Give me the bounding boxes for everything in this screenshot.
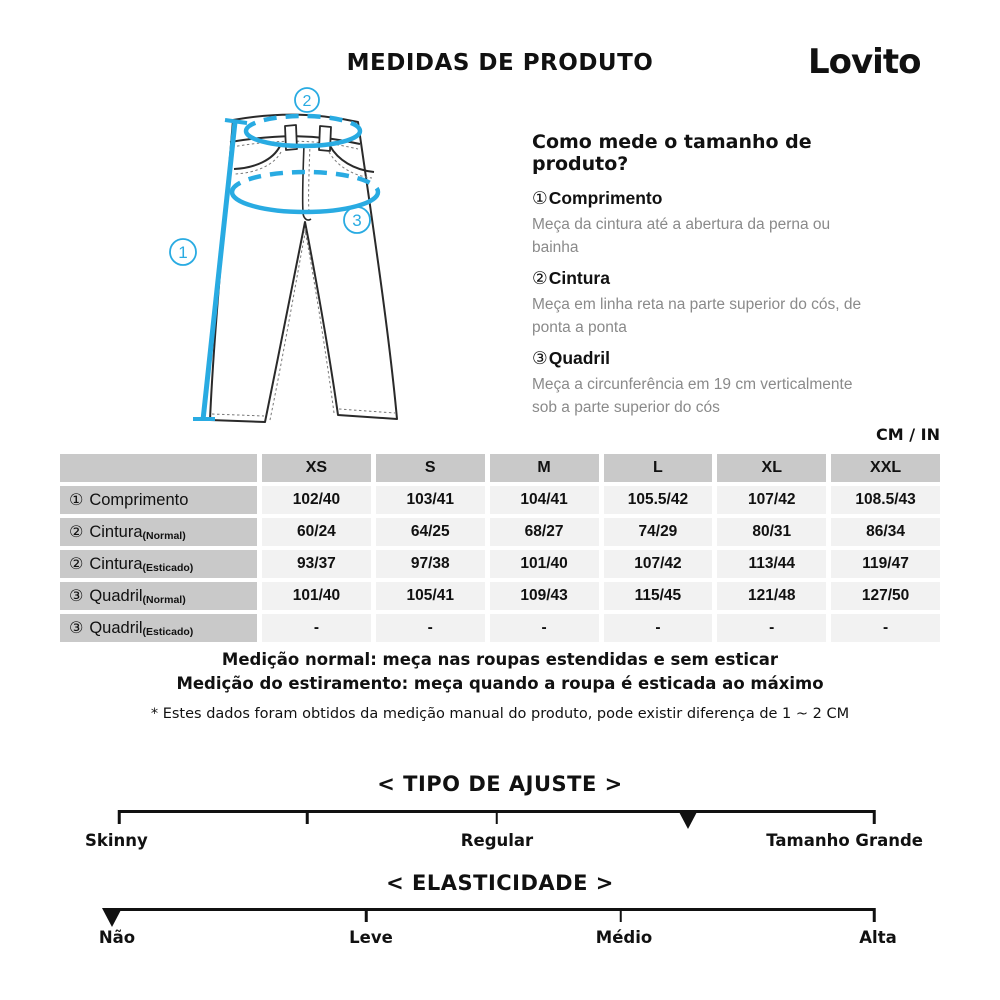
row-num: ③ — [69, 620, 84, 637]
stretch-marker — [102, 908, 122, 927]
row-sub: (Normal) — [142, 594, 186, 606]
note-stretch-measure: Medição do estiramento: meça quando a roupa é esticada ao máximo — [176, 674, 824, 693]
table-cell: 74/29 — [604, 518, 713, 546]
page-title: MEDIDAS DE PRODUTO — [346, 50, 654, 76]
table-corner-cell — [60, 454, 257, 482]
table-cell: - — [604, 614, 713, 642]
table-cell: 101/40 — [490, 550, 599, 578]
fit-tick-25 — [306, 810, 309, 824]
row-title: Quadril — [89, 618, 143, 637]
table-cell: - — [490, 614, 599, 642]
table-cell: 109/43 — [490, 582, 599, 610]
row-title: Cintura — [89, 522, 143, 541]
table-cell: 107/42 — [604, 550, 713, 578]
size-header-xl: XL — [717, 454, 826, 482]
row-title: Cintura — [89, 554, 143, 573]
pants-diagram — [148, 86, 503, 438]
howto-section — [532, 131, 878, 419]
howto-heading: Como mede o tamanho de produto? — [532, 131, 812, 175]
table-cell: - — [262, 614, 371, 642]
fit-tick-0 — [118, 810, 121, 824]
waist-num: ② — [532, 268, 548, 288]
size-header-xxl: XXL — [831, 454, 940, 482]
stretch-label-leve: Leve — [349, 928, 393, 947]
size-header-s: S — [376, 454, 485, 482]
fit-label-regular: Regular — [460, 831, 534, 850]
row-sub: (Esticado) — [142, 562, 194, 574]
table-cell: 97/38 — [376, 550, 485, 578]
table-cell: 113/44 — [717, 550, 826, 578]
table-cell: - — [376, 614, 485, 642]
fit-scale-title: < TIPO DE AJUSTE > — [377, 772, 623, 796]
row-title: Comprimento — [89, 490, 189, 509]
table-cell: 127/50 — [831, 582, 940, 610]
row-label-cintura-normal — [60, 518, 257, 546]
row-num: ② — [69, 556, 84, 573]
brand-logo: Lovito — [808, 42, 921, 82]
row-label-quadril-esticado — [60, 614, 257, 642]
stretch-label-nao: Não — [98, 928, 136, 947]
fit-marker — [678, 810, 698, 829]
stretch-scale-title: < ELASTICIDADE > — [386, 871, 614, 895]
stretch-scale-line — [112, 908, 875, 911]
units-label: CM / IN — [876, 425, 940, 444]
table-cell: 64/25 — [376, 518, 485, 546]
row-num: ② — [69, 524, 84, 541]
stretch-tick-33 — [365, 908, 368, 922]
row-num: ① — [69, 492, 84, 509]
table-cell: 68/27 — [490, 518, 599, 546]
table-cell: 105.5/42 — [604, 486, 713, 514]
table-cell: 107/42 — [717, 486, 826, 514]
fit-scale-track — [118, 810, 875, 832]
row-label-comprimento — [60, 486, 257, 514]
size-header-m: M — [490, 454, 599, 482]
hip-desc: Meça a circunferência em 19 cm verticalmente sob a parte superior do cós — [532, 376, 853, 416]
howto-item-hip — [532, 348, 878, 369]
hip-badge-num: 3 — [352, 211, 362, 230]
table-cell: 119/47 — [831, 550, 940, 578]
row-sub: (Esticado) — [142, 626, 194, 638]
table-cell: - — [717, 614, 826, 642]
stretch-tick-67 — [619, 908, 622, 922]
table-cell: 104/41 — [490, 486, 599, 514]
note-normal-measure: Medição normal: meça nas roupas estendidas e sem esticar — [221, 650, 779, 669]
table-cell: 115/45 — [604, 582, 713, 610]
row-title: Quadril — [89, 586, 143, 605]
table-cell: 121/48 — [717, 582, 826, 610]
fit-label-skinny: Skinny — [85, 831, 148, 850]
table-cell: 102/40 — [262, 486, 371, 514]
table-cell: 60/24 — [262, 518, 371, 546]
table-cell: 108.5/43 — [831, 486, 940, 514]
table-cell: 101/40 — [262, 582, 371, 610]
table-cell: 105/41 — [376, 582, 485, 610]
fit-label-tamanho-grande: Tamanho Grande — [766, 831, 923, 850]
stretch-tick-100 — [873, 908, 876, 922]
hip-title: Quadril — [548, 348, 610, 368]
table-cell: 93/37 — [262, 550, 371, 578]
pants-outline — [210, 115, 397, 422]
table-cell: 86/34 — [831, 518, 940, 546]
table-cell: 80/31 — [717, 518, 826, 546]
row-sub: (Normal) — [142, 530, 186, 542]
size-header-xs: XS — [262, 454, 371, 482]
length-desc: Meça da cintura até a abertura da perna ou bainha — [532, 216, 831, 256]
stretch-label-medio: Médio — [595, 928, 653, 947]
length-badge-num: 1 — [178, 243, 188, 262]
stretch-scale-track — [112, 908, 875, 930]
table-cell: 103/41 — [376, 486, 485, 514]
row-num: ③ — [69, 588, 84, 605]
waist-desc: Meça em linha reta na parte superior do cós, de ponta a ponta — [532, 296, 862, 336]
size-header-l: L — [604, 454, 713, 482]
howto-item-waist — [532, 268, 878, 289]
length-title: Comprimento — [548, 188, 663, 208]
size-table — [60, 454, 940, 642]
stretch-label-alta: Alta — [859, 928, 897, 947]
waist-title: Cintura — [548, 268, 610, 288]
howto-item-length — [532, 188, 878, 209]
table-cell: - — [831, 614, 940, 642]
row-label-quadril-normal — [60, 582, 257, 610]
row-label-cintura-esticado — [60, 550, 257, 578]
hip-num: ③ — [532, 348, 548, 368]
fit-tick-100 — [873, 810, 876, 824]
waist-badge-num: 2 — [302, 93, 312, 110]
length-num: ① — [532, 188, 548, 208]
disclaimer: * Estes dados foram obtidos da medição manual do produto, pode existir diferença de 1 ~ 2 CM — [150, 706, 850, 722]
fit-tick-50 — [495, 810, 498, 824]
